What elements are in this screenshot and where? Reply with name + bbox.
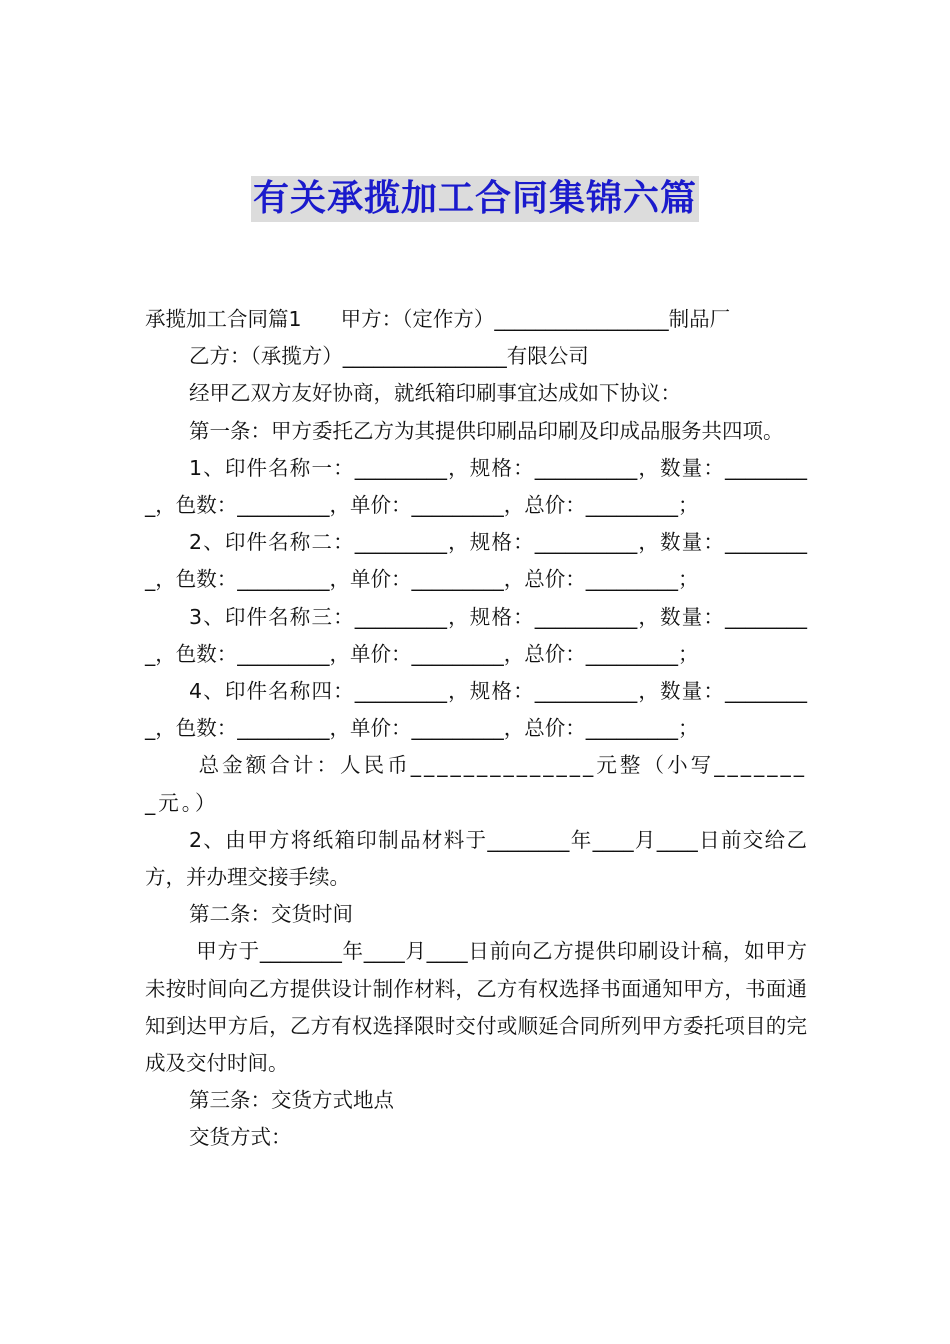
paragraph-article-3: 第三条：交货方式地点 xyxy=(189,1088,394,1113)
paragraph-total-amount: 总金额合计：人民币______________元整（小写________元。） xyxy=(145,753,807,815)
document-title: 有关承揽加工合同集锦六篇 xyxy=(251,176,699,222)
paragraph-article-2: 第二条：交货时间 xyxy=(189,902,353,927)
paragraph-delivery-method: 交货方式： xyxy=(189,1125,292,1150)
paragraph-agreement-intro: 经甲乙双方友好协商，就纸箱印刷事宜达成如下协议： xyxy=(189,381,681,406)
paragraph-materials: 2、由甲方将纸箱印制品材料于________年____月____日前交给乙方，并办理交接手续。 xyxy=(145,827,807,890)
document-title-container xyxy=(0,176,950,222)
paragraph-item-4: 4、印件名称四：_________，规格：__________，数量：_________，色数：_________，单价：_________，总价：_________； xyxy=(145,679,807,741)
paragraph-header: 承揽加工合同篇1 甲方：（定作方）_________________制品厂 xyxy=(145,307,731,331)
paragraph-item-3: 3、印件名称三：_________，规格：__________，数量：_________，色数：_________，单价：_________，总价：_________； xyxy=(145,604,807,666)
paragraph-item-1: 1、印件名称一：_________，规格：__________，数量：_________，色数：_________，单价：_________，总价：_________； xyxy=(145,455,807,518)
paragraph-party-b: 乙方：（承揽方）________________有限公司 xyxy=(189,344,589,369)
paragraph-article-1: 第一条：甲方委托乙方为其提供印刷品印刷及印成品服务共四项。 xyxy=(189,418,784,443)
paragraph-delivery-time: 甲方于________年____月____日前向乙方提供印刷设计稿，如甲方未按时间向乙方提供设计制作材料，乙方有权选择书面通知甲方，书面通知到达甲方后，乙方有权选择限时交付或顺延合同所列甲方委托项目的完成及交付时间。 xyxy=(145,939,807,1076)
document-body xyxy=(145,301,807,1157)
paragraph-item-2: 2、印件名称二：_________，规格：__________，数量：_________，色数：_________，单价：_________，总价：_________； xyxy=(145,530,807,592)
